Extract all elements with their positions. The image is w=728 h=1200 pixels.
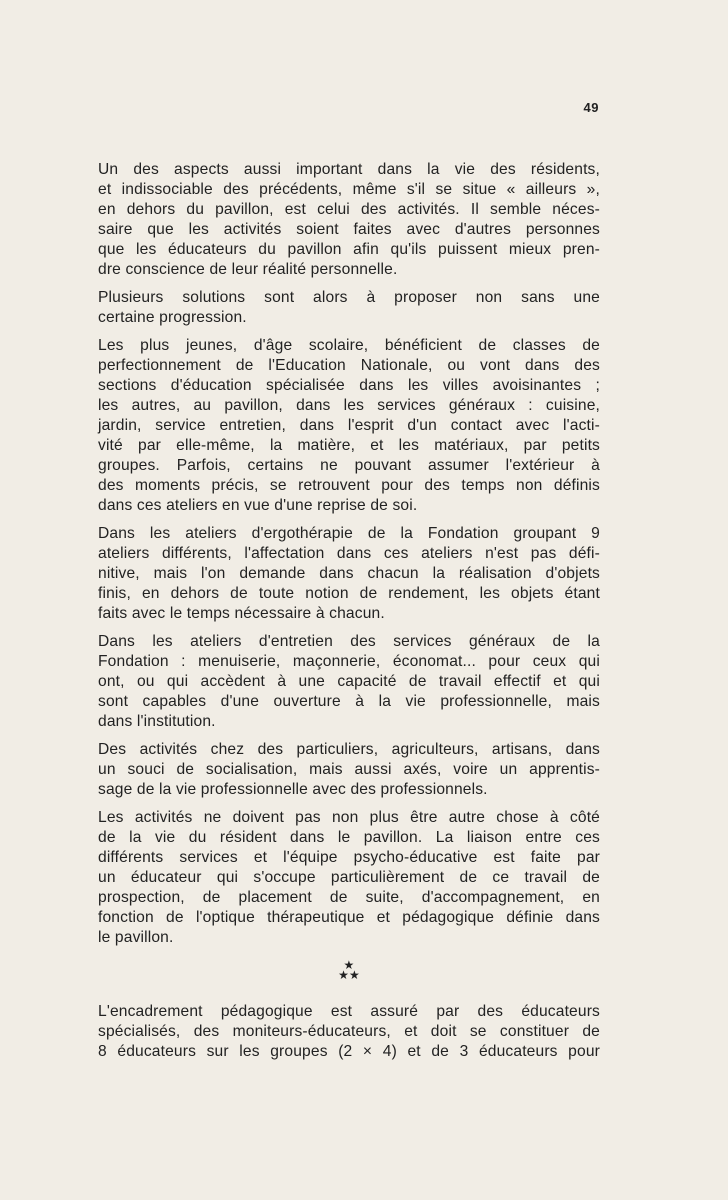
text-line: jardin, service entretien, dans l'esprit d'un contact avec l'acti- [98, 417, 600, 434]
text-line: vité par elle-même, la matière, et les matériaux, par petits [98, 437, 600, 454]
text-line: un éducateur qui s'occupe particulièrement de ce travail de [98, 869, 600, 886]
text-line: un souci de socialisation, mais aussi axés, voire un apprentis- [98, 761, 600, 778]
body-text [98, 160, 600, 1070]
text-line: Les activités ne doivent pas non plus être autre chose à côté [98, 809, 600, 826]
text-line: Des activités chez des particuliers, agriculteurs, artisans, dans [98, 741, 600, 758]
text-line: ont, ou qui accèdent à une capacité de travail effectif et qui [98, 673, 600, 690]
page-number: 49 [583, 100, 599, 115]
paragraph [98, 632, 600, 732]
text-line: 8 éducateurs sur les groupes (2 × 4) et de 3 éducateurs pour [98, 1043, 600, 1060]
closing-paragraph [98, 1002, 600, 1062]
text-line: et indissociable des précédents, même s'il se situe « ailleurs », [98, 181, 600, 198]
text-line: des moments précis, se retrouvent pour des temps non définis [98, 477, 600, 494]
text-line: perfectionnement de l'Education Nationale, ou vont dans des [98, 357, 600, 374]
text-line: Dans les ateliers d'entretien des services généraux de la [98, 633, 600, 650]
text-line: spécialisés, des moniteurs-éducateurs, et doit se constituer de [98, 1023, 600, 1040]
text-line: prospection, de placement de suite, d'accompagnement, en [98, 889, 600, 906]
text-line: Les plus jeunes, d'âge scolaire, bénéficient de classes de [98, 337, 600, 354]
text-line: nitive, mais l'on demande dans chacun la réalisation d'objets [98, 565, 600, 582]
text-line: de la vie du résident dans le pavillon. La liaison entre ces [98, 829, 600, 846]
text-line: sections d'éducation spécialisée dans les villes avoisinantes ; [98, 377, 600, 394]
text-line: fonction de l'optique thérapeutique et pédagogique définie dans [98, 909, 600, 926]
text-line: groupes. Parfois, certains ne pouvant assumer l'extérieur à [98, 457, 600, 474]
text-line: Plusieurs solutions sont alors à proposer non sans une [98, 289, 600, 306]
paragraph [98, 808, 600, 948]
text-line: Un des aspects aussi important dans la vie des résidents, [98, 161, 600, 178]
text-line: faits avec le temps nécessaire à chacun. [98, 605, 385, 622]
text-line: ateliers différents, l'affectation dans ces ateliers n'est pas défi- [98, 545, 600, 562]
paragraph-list [98, 160, 600, 948]
text-line: dans l'institution. [98, 713, 216, 730]
text-line: certaine progression. [98, 309, 247, 326]
text-line: dans ces ateliers en vue d'une reprise de soi. [98, 497, 418, 514]
text-line: que les éducateurs du pavillon afin qu'ils puissent mieux pren- [98, 241, 600, 258]
paragraph [98, 336, 600, 516]
paragraph [98, 740, 600, 800]
separator-star-bottom: ★★ [338, 968, 360, 982]
text-line: en dehors du pavillon, est celui des activités. Il semble néces- [98, 201, 600, 218]
paragraph [98, 524, 600, 624]
text-line: dre conscience de leur réalité personnelle. [98, 261, 398, 278]
text-line: saire que les activités soient faites avec d'autres personnes [98, 221, 600, 238]
text-line: Fondation : menuiserie, maçonnerie, économat... pour ceux qui [98, 653, 600, 670]
separator-star-top: ★ [343, 958, 355, 972]
text-line: les autres, au pavillon, dans les services généraux : cuisine, [98, 397, 600, 414]
section-separator [98, 960, 600, 980]
paragraph [98, 160, 600, 280]
text-line: le pavillon. [98, 929, 174, 946]
text-line: sont capables d'une ouverture à la vie professionnelle, mais [98, 693, 600, 710]
text-line: différents services et l'équipe psycho-éducative est faite par [98, 849, 600, 866]
text-line: Dans les ateliers d'ergothérapie de la Fondation groupant 9 [98, 525, 600, 542]
text-line: sage de la vie professionnelle avec des professionnels. [98, 781, 488, 798]
text-line: L'encadrement pédagogique est assuré par des éducateurs [98, 1003, 600, 1020]
text-line: finis, en dehors de toute notion de rendement, les objets étant [98, 585, 600, 602]
paragraph [98, 288, 600, 328]
